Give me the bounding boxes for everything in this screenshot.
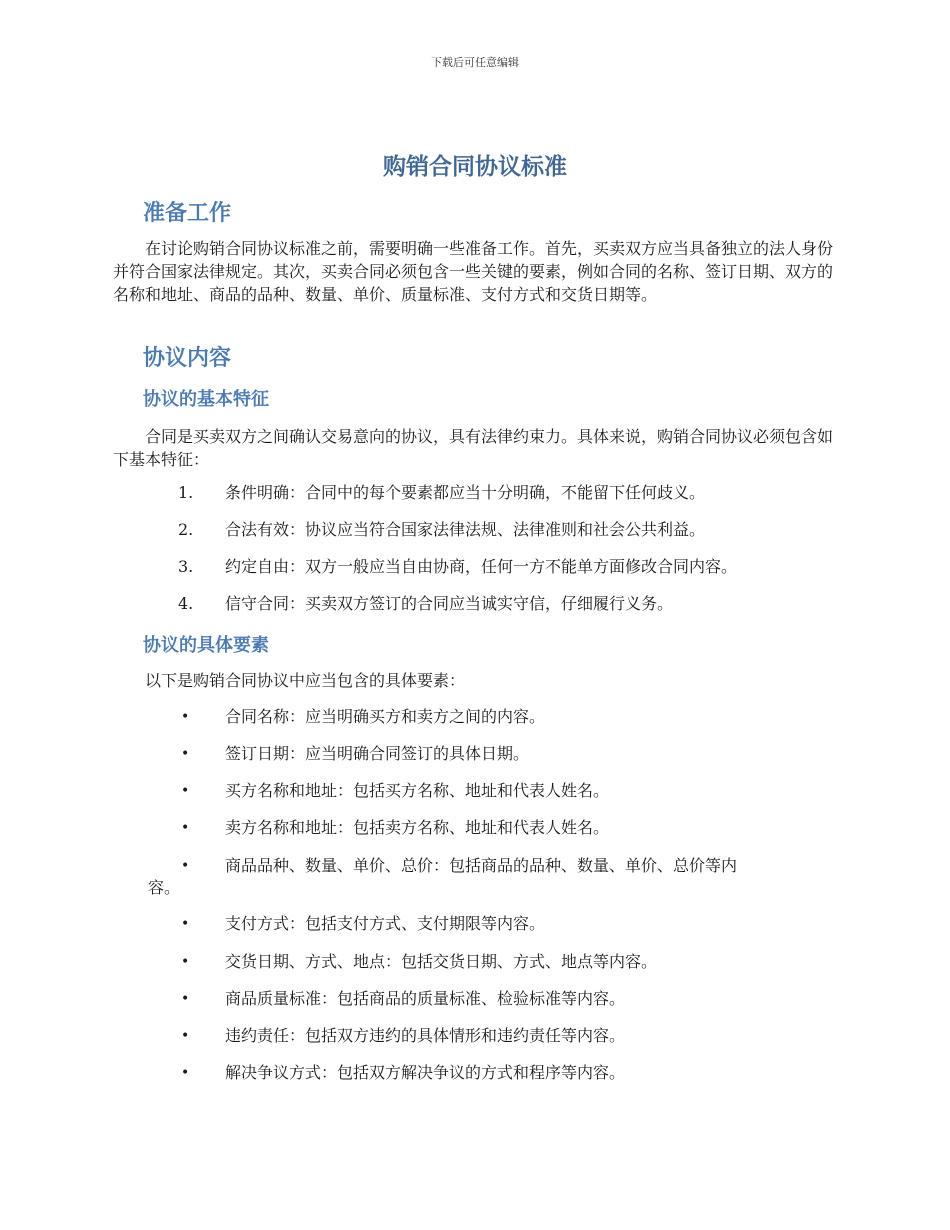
bullet-dot: • <box>181 709 190 725</box>
item-number: 2. <box>178 520 194 539</box>
item-text: 违约责任：包括双方违约的具体情形和违约责任等内容。 <box>225 1026 626 1045</box>
header-note: 下载后可任意编辑 <box>431 56 519 69</box>
item-text: 解决争议方式：包括双方解决争议的方式和程序等内容。 <box>225 1063 626 1082</box>
bullet-dot: • <box>181 820 190 836</box>
heading-basic-features: 协议的基本特征 <box>143 389 269 410</box>
item-text: 卖方名称和地址：包括卖方名称、地址和代表人姓名。 <box>225 818 610 837</box>
item-text: 买方名称和地址：包括买方名称、地址和代表人姓名。 <box>225 781 610 800</box>
bullet-dot: • <box>181 991 190 1007</box>
paragraph-prep: 在讨论购销合同协议标准之前，需要明确一些准备工作。首先，买卖双方应当具备独立的法人身份并符合国家法律规定。其次，买卖合同必须包含一些关键的要素，例如合同的名称、签订日期、双方的名称和地址、商品的品种、数量、单价、质量标准、支付方式和交货日期等。 <box>113 239 834 304</box>
item-number: 1. <box>178 483 194 502</box>
bullet-dot: • <box>181 858 190 874</box>
heading-content: 协议内容 <box>143 346 232 371</box>
bullet-dot: • <box>181 954 190 970</box>
heading-prep: 准备工作 <box>143 201 232 226</box>
bullet-dot: • <box>181 916 190 932</box>
intro-specific-elements: 以下是购销合同协议中应当包含的具体要素： <box>145 671 466 690</box>
item-text: 条件明确：合同中的每个要素都应当十分明确，不能留下任何歧义。 <box>225 483 706 502</box>
document-title: 购销合同协议标准 <box>383 154 567 180</box>
item-number: 4. <box>178 594 194 613</box>
heading-specific-elements: 协议的具体要素 <box>143 635 269 656</box>
item-number: 3. <box>178 557 194 576</box>
bullet-dot: • <box>181 1065 190 1081</box>
item-text: 约定自由：双方一般应当自由协商，任何一方不能单方面修改合同内容。 <box>225 557 738 576</box>
bullet-dot: • <box>181 783 190 799</box>
bullet-dot: • <box>181 1028 190 1044</box>
item-text: 支付方式：包括支付方式、支付期限等内容。 <box>225 914 546 933</box>
paragraph-basic-features: 合同是买卖双方之间确认交易意向的协议，具有法律约束力。具体来说，购销合同协议必须包含如下基本特征： <box>113 427 834 469</box>
item-text: 信守合同：买卖双方签订的合同应当诚实守信，仔细履行义务。 <box>225 594 674 613</box>
item-text: 商品品种、数量、单价、总价：包括商品的品种、数量、单价、总价等内 <box>225 856 738 875</box>
item-text: 合同名称：应当明确买方和卖方之间的内容。 <box>225 707 546 726</box>
item-text: 交货日期、方式、地点：包括交货日期、方式、地点等内容。 <box>225 952 658 971</box>
item-text: 合法有效：协议应当符合国家法律法规、法律准则和社会公共利益。 <box>225 520 706 539</box>
item-text-continuation: 容。 <box>148 878 181 897</box>
bullet-dot: • <box>181 746 190 762</box>
item-text: 签订日期：应当明确合同签订的具体日期。 <box>225 744 530 763</box>
item-text: 商品质量标准：包括商品的质量标准、检验标准等内容。 <box>225 989 626 1008</box>
